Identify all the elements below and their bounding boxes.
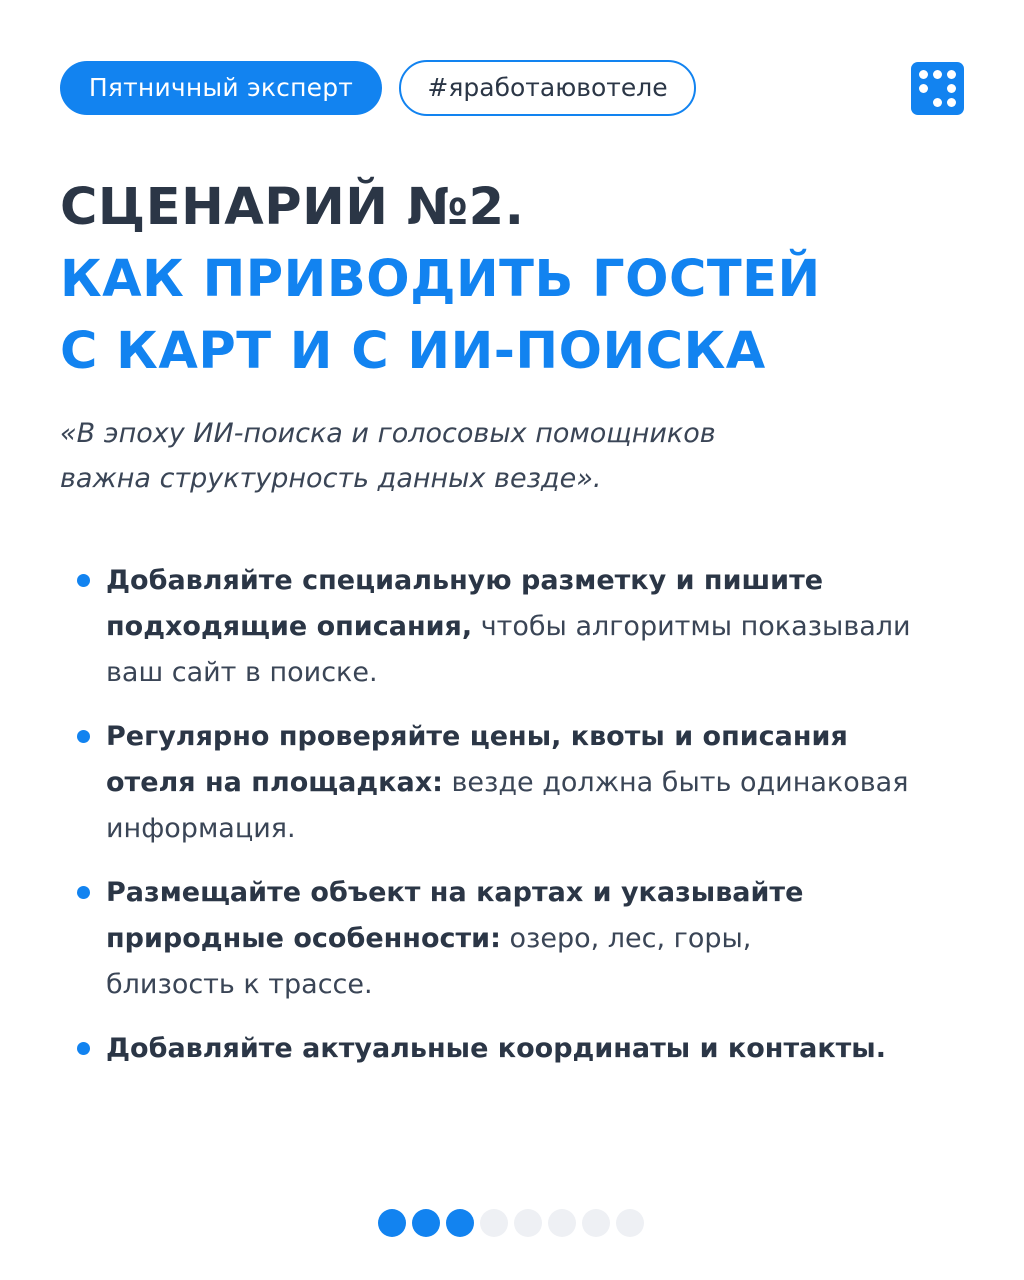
bullet-bold: Размещайте объект на картах и указывайте: [106, 877, 804, 908]
bullet-text: чтобы алгоритмы показывали: [472, 611, 911, 642]
pagination-dot[interactable]: [582, 1209, 610, 1237]
pagination-dot-active[interactable]: [412, 1209, 440, 1237]
pagination-dot[interactable]: [548, 1209, 576, 1237]
bullet-text: близость к трассе.: [106, 969, 373, 1000]
logo-dot: [919, 84, 928, 93]
bullet-text: информация.: [106, 813, 296, 844]
logo-dot: [947, 70, 956, 79]
logo-dot: [933, 98, 942, 107]
bullet-dot-icon: [77, 1042, 90, 1055]
bullet-dot-icon: [77, 574, 90, 587]
pagination-dot[interactable]: [480, 1209, 508, 1237]
pagination-dot[interactable]: [616, 1209, 644, 1237]
bullet-text: озеро, лес, горы,: [500, 923, 752, 954]
bullet-bold: Добавляйте актуальные координаты и контакты.: [106, 1033, 886, 1064]
title-line-3: С КАРТ И С ИИ-ПОИСКА: [60, 322, 766, 381]
quote-line-1: «В эпоху ИИ-поиска и голосовых помощников: [60, 418, 716, 449]
logo-dot: [933, 70, 942, 79]
logo-dot: [919, 70, 928, 79]
bullet-dot-icon: [77, 886, 90, 899]
page-title: [60, 172, 821, 388]
logo-dot: [947, 98, 956, 107]
logo-dice-dots-icon: [911, 62, 964, 115]
bullet-bold: природные особенности:: [106, 923, 501, 954]
pagination-dot-active[interactable]: [378, 1209, 406, 1237]
bullet-bold: отеля на площадках:: [106, 767, 443, 798]
bullet-text: ваш сайт в поиске.: [106, 657, 378, 688]
logo-dot: [947, 84, 956, 93]
bullet-bold: Регулярно проверяйте цены, квоты и описания: [106, 721, 848, 752]
tag-expert[interactable]: Пятничный эксперт: [60, 61, 382, 115]
bullet-dot-icon: [77, 730, 90, 743]
quote-line-2: важна структурность данных везде».: [60, 463, 602, 494]
list-item-text: [106, 558, 956, 696]
title-line-2: КАК ПРИВОДИТЬ ГОСТЕЙ: [60, 250, 821, 309]
pagination-dot-active[interactable]: [446, 1209, 474, 1237]
pagination-dot[interactable]: [514, 1209, 542, 1237]
list-item-text: [106, 714, 956, 852]
title-line-1: СЦЕНАРИЙ №2.: [60, 178, 525, 237]
tag-hashtag[interactable]: #яработаювотеле: [399, 60, 696, 116]
list-item-text: [106, 870, 956, 1008]
bullet-bold: Добавляйте специальную разметку и пишите: [106, 565, 824, 596]
list-item-text: [106, 1026, 956, 1072]
quote: [60, 411, 820, 501]
bullet-bold: подходящие описания,: [106, 611, 473, 642]
bullet-text: везде должна быть одинаковая: [442, 767, 909, 798]
